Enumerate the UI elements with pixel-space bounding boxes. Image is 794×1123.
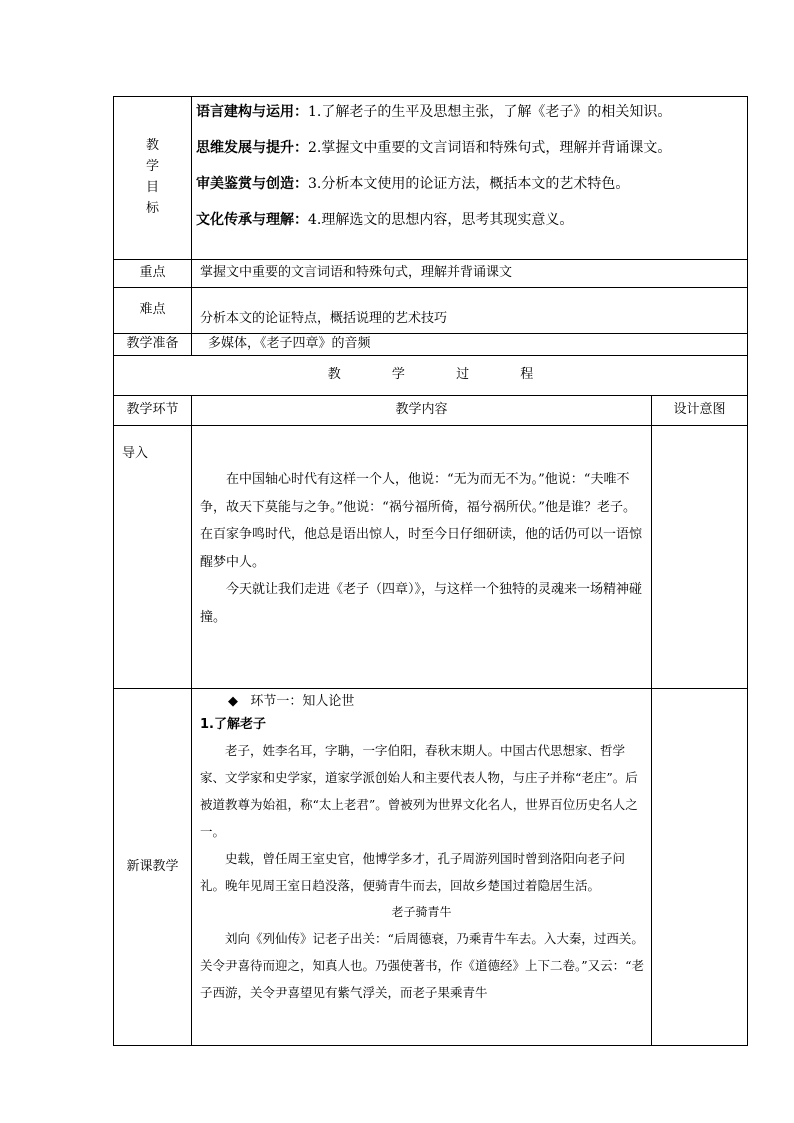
key-point-label: 重点 [114, 260, 192, 288]
objective-item [192, 133, 747, 169]
intro-row [114, 426, 748, 689]
process-title [114, 356, 748, 396]
objective-item [192, 169, 747, 205]
new-lesson-paragraph: 史载，曾任周王室史官，他博学多才，孔子周游列国时曾到洛阳向老子问礼。晚年见周王室日趋没落，便骑青牛而去，回故乡楚国过着隐居生活。 [200, 851, 626, 893]
difficulty-text: 分析本文的论证特点，概括说理的艺术技巧 [192, 288, 748, 334]
objective-name: 语言建构与运用： [196, 104, 308, 120]
header-stage: 教学环节 [114, 396, 192, 426]
lesson-plan-table [113, 96, 748, 1046]
objectives-content [192, 97, 748, 260]
new-lesson-paragraph: 老子，姓李名耳，字聃，一字伯阳，春秋末期人。中国古代思想家、哲学家、文学家和史学家，道家学派创始人和主要代表人物，与庄子并称“老庄”。后被道教尊为始祖，称“太上老君”。曾被列为世界文化名人，世界百位历史名人之一。 [200, 743, 638, 839]
objectives-label-char: 目 [145, 180, 159, 195]
diamond-bullet-icon: ◆ [228, 694, 251, 709]
objective-text: 2.掌握文中重要的文言词语和特殊句式，理解并背诵课文。 [308, 140, 672, 156]
process-title-char: 教 [327, 367, 341, 383]
key-point-text: 掌握文中重要的文言词语和特殊句式，理解并背诵课文 [192, 260, 748, 288]
sub-heading: 1.了解老子 [200, 717, 266, 732]
new-lesson-label: 新课教学 [114, 689, 192, 1046]
header-intent: 设计意图 [652, 396, 748, 426]
objective-text: 1.了解老子的生平及思想主张，了解《老子》的相关知识。 [308, 104, 672, 120]
preparation-label: 教学准备 [114, 334, 192, 356]
new-lesson-row [114, 689, 748, 1046]
new-lesson-inner [192, 689, 651, 1045]
intro-paragraph: 今天就让我们走进《老子（四章）》，与这样一个独特的灵魂来一场精神碰撞。 [200, 582, 643, 625]
key-point-row [114, 260, 748, 288]
objectives-row [114, 97, 748, 260]
process-title-row [114, 356, 748, 396]
objective-item [192, 205, 747, 241]
process-title-char: 程 [520, 367, 534, 383]
objective-text: 4.理解选文的思想内容，思考其现实意义。 [308, 212, 574, 228]
new-lesson-content [192, 689, 652, 1046]
objective-text: 3.分析本文使用的论证方法，概括本文的艺术特色。 [308, 176, 630, 192]
objectives-label-char: 学 [145, 159, 159, 175]
objective-name: 审美鉴赏与创造： [196, 176, 308, 192]
new-lesson-paragraph: 刘向《列仙传》记老子出关：“后周德衰，乃乘青牛车去。入大秦，过西关。关令尹喜待而迎之，知真人也。乃强使著书，作《道德经》上下二卷。”又云：“老子西游，关令尹喜望见有紫气浮关，而老子果乘青牛 [200, 931, 645, 1000]
preparation-row [114, 334, 748, 356]
objectives-label-char: 标 [145, 200, 159, 216]
difficulty-label: 难点 [114, 288, 192, 334]
objective-name: 文化传承与理解： [196, 212, 308, 228]
difficulty-row [114, 288, 748, 334]
preparation-text: 多媒体，《老子四章》的音频 [192, 334, 748, 356]
intro-paragraph: 在中国轴心时代有这样一个人，他说：“无为而无不为。”他说：“夫唯不争，故天下莫能与之争。”他说：“祸兮福所倚，福兮祸所伏。”他是谁？老子。在百家争鸣时代，他总是语出惊人，时至今日仔细研读，他的话仍可以一语惊醒梦中人。 [200, 472, 643, 570]
header-content: 教学内容 [192, 396, 652, 426]
process-title-char: 过 [456, 367, 470, 383]
new-lesson-intent [652, 689, 748, 1046]
section-heading [192, 689, 651, 713]
objective-name: 思维发展与提升： [196, 140, 308, 156]
section-heading-text: 环节一：知人论世 [250, 694, 355, 709]
objective-item [192, 97, 747, 133]
image-caption: 老子骑青牛 [391, 905, 452, 919]
objectives-label [114, 97, 192, 260]
intro-intent [652, 426, 748, 689]
intro-label: 导入 [114, 426, 192, 689]
objectives-label-char: 教 [145, 138, 159, 154]
header-row [114, 396, 748, 426]
intro-content [192, 426, 652, 689]
process-title-char: 学 [391, 367, 405, 383]
